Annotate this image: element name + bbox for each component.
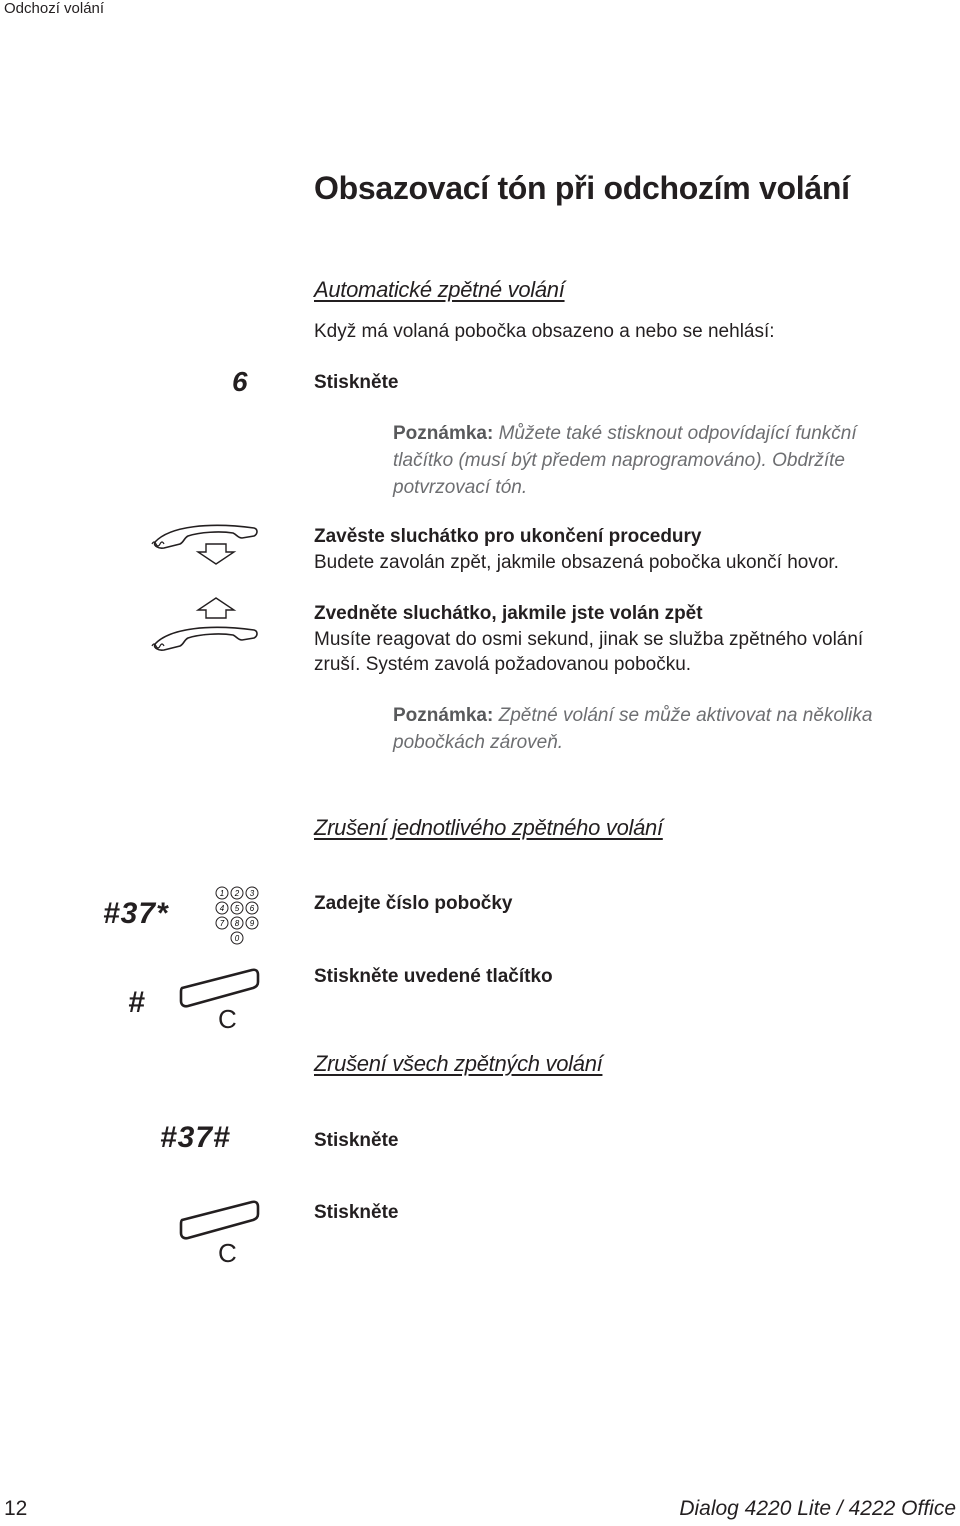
svg-text:4: 4 bbox=[219, 904, 225, 913]
note-text-line: potvrzovací tón. bbox=[393, 477, 528, 498]
intro-text: Když má volaná pobočka obsazeno a nebo se nehlásí: bbox=[314, 321, 775, 342]
step-lift-title: Zvedněte sluchátko, jakmile jste volán zpět bbox=[314, 603, 703, 624]
code-37-star: #37* bbox=[103, 897, 169, 930]
keypad-key bbox=[231, 917, 243, 929]
step-press: Stiskněte bbox=[314, 372, 399, 393]
handset-up-icon bbox=[150, 598, 260, 654]
svg-text:2: 2 bbox=[234, 889, 240, 898]
running-header: Odchozí volání bbox=[4, 0, 105, 17]
step-press-3b: Stiskněte bbox=[314, 1202, 399, 1223]
note-text-line: Můžete také stisknout odpovídající funkční bbox=[498, 423, 857, 444]
svg-text:7: 7 bbox=[219, 919, 225, 928]
note-label: Poznámka: bbox=[393, 423, 494, 444]
keypad-icon bbox=[212, 884, 262, 946]
page-title: Obsazovací tón při odchozím volání bbox=[314, 170, 850, 206]
product-name: Dialog 4220 Lite / 4222 Office bbox=[679, 1497, 956, 1520]
key-6-label: 6 bbox=[232, 366, 248, 397]
keypad-key bbox=[216, 917, 228, 929]
note-text-line: pobočkách zároveň. bbox=[393, 732, 564, 753]
step-press-key: Stiskněte uvedené tlačítko bbox=[314, 966, 553, 987]
note-2 bbox=[393, 702, 953, 756]
svg-text:0: 0 bbox=[234, 934, 240, 943]
keypad-key bbox=[216, 887, 228, 899]
svg-text:8: 8 bbox=[234, 919, 240, 928]
note-label: Poznámka: bbox=[393, 705, 494, 726]
keypad-key bbox=[246, 917, 258, 929]
keypad-key bbox=[231, 887, 243, 899]
keypad-key bbox=[231, 932, 243, 944]
keypad-key bbox=[216, 902, 228, 914]
page-number: 12 bbox=[4, 1497, 28, 1520]
section-heading-cancel-all: Zrušení všech zpětných volání bbox=[314, 1051, 603, 1076]
note-1 bbox=[393, 420, 953, 501]
svg-text:5: 5 bbox=[234, 904, 240, 913]
step-hang-up-title: Zavěste sluchátko pro ukončení procedury bbox=[314, 526, 702, 547]
keypad-key bbox=[246, 902, 258, 914]
svg-text:3: 3 bbox=[249, 889, 255, 898]
keypad-key bbox=[231, 902, 243, 914]
step-press-3a: Stiskněte bbox=[314, 1130, 399, 1151]
note-text-line: tlačítko (musí být předem naprogramováno). Obdržíte bbox=[393, 450, 845, 471]
clear-key-label: C bbox=[218, 1004, 237, 1034]
svg-text:1: 1 bbox=[219, 889, 225, 898]
step-lift-line-2: zruší. Systém zavolá požadovanou pobočku. bbox=[314, 654, 692, 675]
code-37-hash: #37# bbox=[160, 1121, 231, 1154]
step-lift-line-1: Musíte reagovat do osmi sekund, jinak se služba zpětného volání bbox=[314, 629, 864, 650]
step-hang-up-text: Budete zavolán zpět, jakmile obsazená pobočka ukončí hovor. bbox=[314, 552, 839, 573]
section-heading-cancel-single: Zrušení jednotlivého zpětného volání bbox=[314, 815, 663, 840]
keypad-key bbox=[246, 887, 258, 899]
svg-text:9: 9 bbox=[249, 919, 255, 928]
note-text-line: Zpětné volání se může aktivovat na několika bbox=[498, 705, 873, 726]
svg-text:6: 6 bbox=[249, 904, 255, 913]
clear-key-label: C bbox=[218, 1238, 237, 1268]
key-hash: # bbox=[128, 986, 146, 1019]
step-enter-extension: Zadejte číslo pobočky bbox=[314, 893, 513, 914]
section-heading-automatic-callback: Automatické zpětné volání bbox=[314, 277, 565, 302]
handset-down-icon bbox=[150, 520, 260, 566]
